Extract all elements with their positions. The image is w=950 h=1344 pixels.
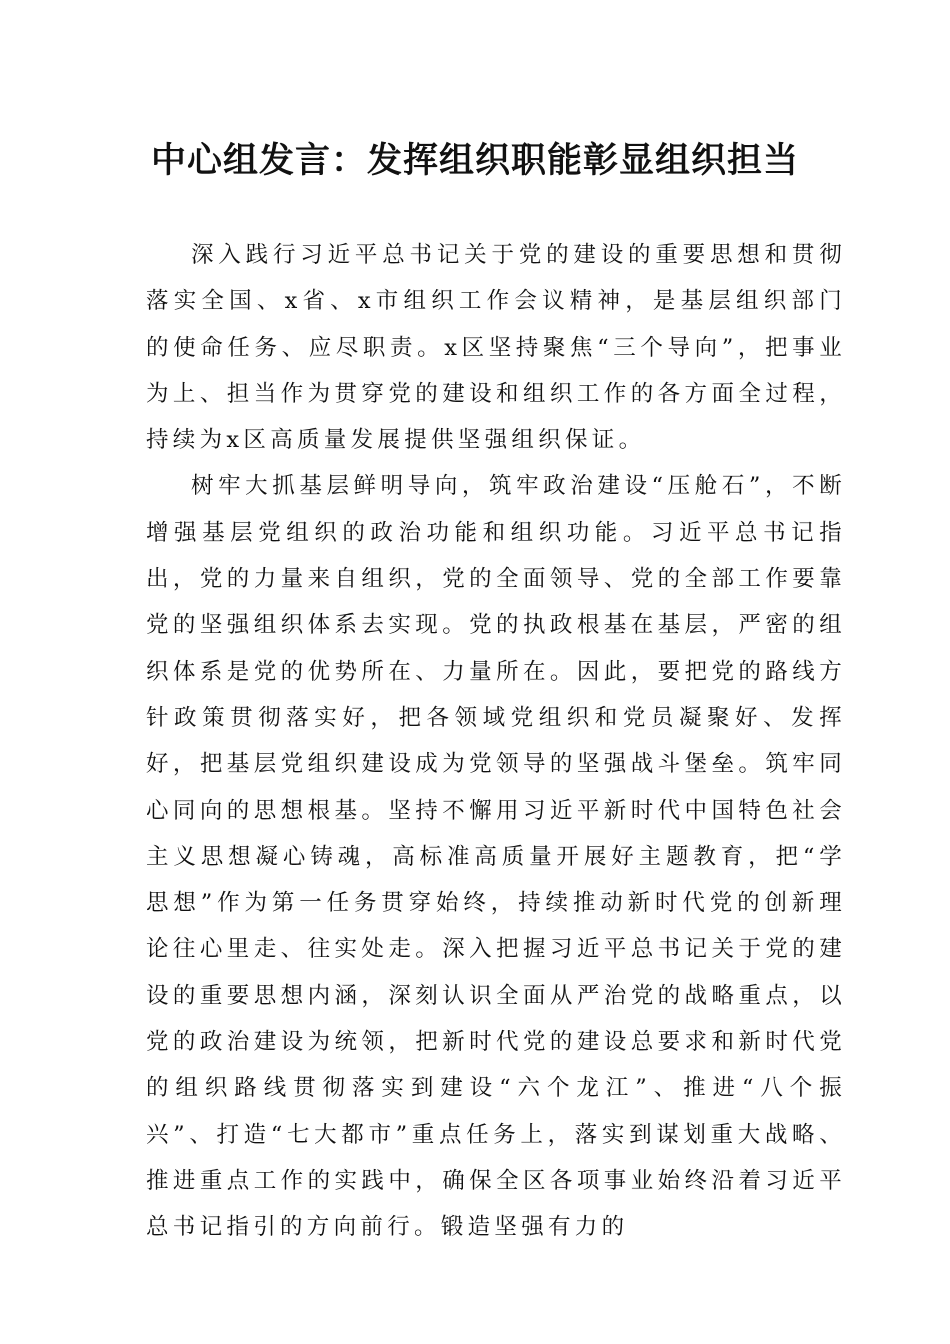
document-title: 中心组发言：发挥组织职能彰显组织担当 bbox=[150, 140, 799, 181]
paragraph-2: 树牢大抓基层鲜明导向，筑牢政治建设“压舱石”，不断增强基层党组织的政治功能和组织功能。习近平总书记指出，党的力量来自组织，党的全面领导、党的全部工作要靠党的坚强组织体系去实现。党的执政根基在基层，严密的组织体系是党的优势所在、力量所在。因此，要把党的路线方针政策贯彻落实好，把各领域党组织和党员凝聚好、发挥好，把基层党组织建设成为党领导的坚强战斗堡垒。筑牢同心同向的思想根基。坚持不懈用习近平新时代中国特色社会主义思想凝心铸魂，高标准高质量开展好主题教育，把“学思想”作为第一任务贯穿始终，持续推动新时代党的创新理论往心里走、往实处走。深入把握习近平总书记关于党的建设的重要思想内涵，深刻认识全面从严治党的战略重点，以党的政治建设为统领，把新时代党的建设总要求和新时代党的组织路线贯彻落实到建设“六个龙江”、推进“八个振兴”、打造“七大都市”重点任务上，落实到谋划重大战略、推进重点工作的实践中，确保全区各项事业始终沿着习近平总书记指引的方向前行。锻造坚强有力的 bbox=[146, 473, 846, 1241]
document-body bbox=[146, 232, 846, 1251]
paragraph-1: 深入践行习近平总书记关于党的建设的重要思想和贯彻落实全国、x省、x市组织工作会议精神，是基层组织部门的使命任务、应尽职责。x区坚持聚焦“三个导向”，把事业为上、担当作为贯穿党的建设和组织工作的各方面全过程，持续为x区高质量发展提供坚强组织保证。 bbox=[146, 242, 846, 454]
